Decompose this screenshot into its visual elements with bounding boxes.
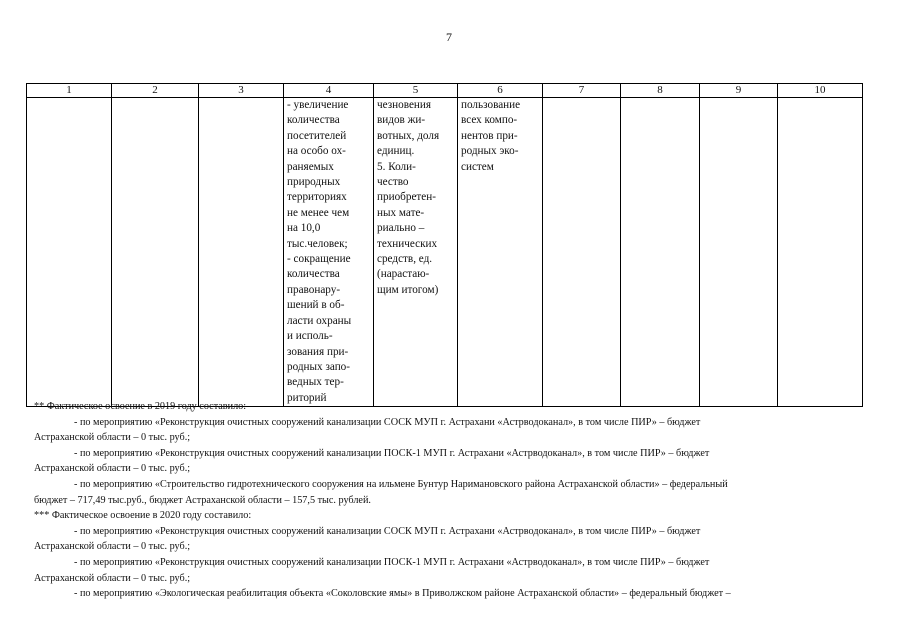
footnote-line: Астраханской области – 0 тыс. руб.;: [34, 541, 191, 553]
cell-line: (нарастаю-: [377, 268, 430, 281]
cell-line: и исполь-: [287, 330, 333, 343]
table-row: [27, 98, 863, 407]
footnote-line: - по мероприятию «Строительство гидротехнического сооружения на ильмене Бунтур Наримановского района Астраханской области» – федеральный: [74, 478, 728, 490]
cell-line: ведных тер-: [287, 376, 344, 389]
cell-line: чество: [377, 176, 409, 189]
column-header: 2: [112, 84, 199, 98]
cell-line: единиц.: [377, 145, 415, 158]
cell-line: систем: [461, 160, 494, 173]
column-header: 9: [700, 84, 778, 98]
column-header: 1: [27, 84, 112, 98]
cell-line: родных запо-: [287, 360, 350, 373]
footnote-line: *** Фактическое освоение в 2020 году составило:: [34, 510, 252, 522]
table-cell: [700, 98, 778, 407]
cell-line: риторий: [287, 391, 327, 404]
table-cell: [27, 98, 112, 407]
table-cell: [199, 98, 284, 407]
column-header: 6: [458, 84, 543, 98]
column-header: 5: [374, 84, 458, 98]
cell-line: вотных, доля: [377, 129, 440, 142]
cell-line: зования при-: [287, 345, 349, 358]
column-header: 3: [199, 84, 284, 98]
cell-line: видов жи-: [377, 114, 426, 127]
table-cell-col6: [458, 98, 543, 407]
footnote-line: ** Фактическое освоение в 2019 году составило:: [34, 401, 247, 412]
table-cell: [778, 98, 863, 407]
cell-line: средств, ед.: [377, 253, 433, 266]
table-cell-col5: [374, 98, 458, 407]
cell-line: 5. Коли-: [377, 160, 416, 173]
column-header: 4: [284, 84, 374, 98]
column-header: 10: [778, 84, 863, 98]
cell-line: шений в об-: [287, 299, 345, 312]
table-cell: [543, 98, 621, 407]
cell-line: правонару-: [287, 283, 341, 296]
table-cell: [112, 98, 199, 407]
cell-line: всех компо-: [461, 114, 518, 127]
cell-line: щим итогом): [377, 283, 439, 296]
footnote-line: Астраханской области – 0 тыс. руб.;: [34, 572, 191, 584]
cell-line: территориях: [287, 191, 347, 204]
cell-line: раняемых: [287, 160, 334, 173]
footnote-line: - по мероприятию «Реконструкция очистных сооружений канализации СОСК МУП г. Астрахани «Астрводоканал», в том числе ПИР» – бюджет: [74, 416, 701, 428]
footnote-line: - по мероприятию «Экологическая реабилитация объекта «Соколовские ямы» в Приволжском районе Астраханской области» – федеральный бюджет –: [74, 588, 731, 600]
cell-line: чезновения: [377, 99, 432, 111]
footnotes: [34, 399, 864, 602]
table-cell: [621, 98, 700, 407]
cell-line: не менее чем: [287, 206, 350, 219]
column-header: 7: [543, 84, 621, 98]
cell-line: природных: [287, 176, 341, 189]
footnote-line: - по мероприятию «Реконструкция очистных сооружений канализации ПОСК-1 МУП г. Астрахани «Астрводоканал», в том числе ПИР» – бюджет: [74, 447, 710, 459]
footnote-line: Астраханской области – 0 тыс. руб.;: [34, 432, 191, 444]
column-header: 8: [621, 84, 700, 98]
footnote-line: - по мероприятию «Реконструкция очистных сооружений канализации СОСК МУП г. Астрахани «Астрводоканал», в том числе ПИР» – бюджет: [74, 525, 701, 537]
footnote-line: - по мероприятию «Реконструкция очистных сооружений канализации ПОСК-1 МУП г. Астрахани «Астрводоканал», в том числе ПИР» – бюджет: [74, 556, 710, 568]
table-cell-col4: [284, 98, 374, 407]
cell-line: нентов при-: [461, 129, 518, 142]
cell-line: риально –: [377, 222, 425, 235]
cell-line: на особо ох-: [287, 145, 346, 158]
cell-line: - сокращение: [287, 253, 351, 266]
cell-line: посетителей: [287, 129, 347, 142]
cell-line: ных мате-: [377, 206, 425, 219]
cell-line: родных эко-: [461, 145, 519, 158]
cell-line: на 10,0: [287, 222, 321, 235]
cell-line: количества: [287, 114, 340, 127]
table-header-row: [27, 84, 863, 98]
footnote-line: Астраханской области – 0 тыс. руб.;: [34, 463, 191, 475]
cell-line: приобретен-: [377, 191, 436, 204]
cell-line: тыс.человек;: [287, 237, 348, 250]
page-number: 7: [446, 30, 452, 44]
cell-line: ласти охраны: [287, 314, 352, 327]
cell-line: - увеличение: [287, 99, 349, 111]
footnote-line: бюджет – 717,49 тыс.руб., бюджет Астраханской области – 157,5 тыс. рублей.: [34, 494, 371, 506]
cell-line: пользование: [461, 99, 521, 111]
program-table: [26, 83, 863, 407]
cell-line: технических: [377, 237, 438, 250]
cell-line: количества: [287, 268, 340, 281]
